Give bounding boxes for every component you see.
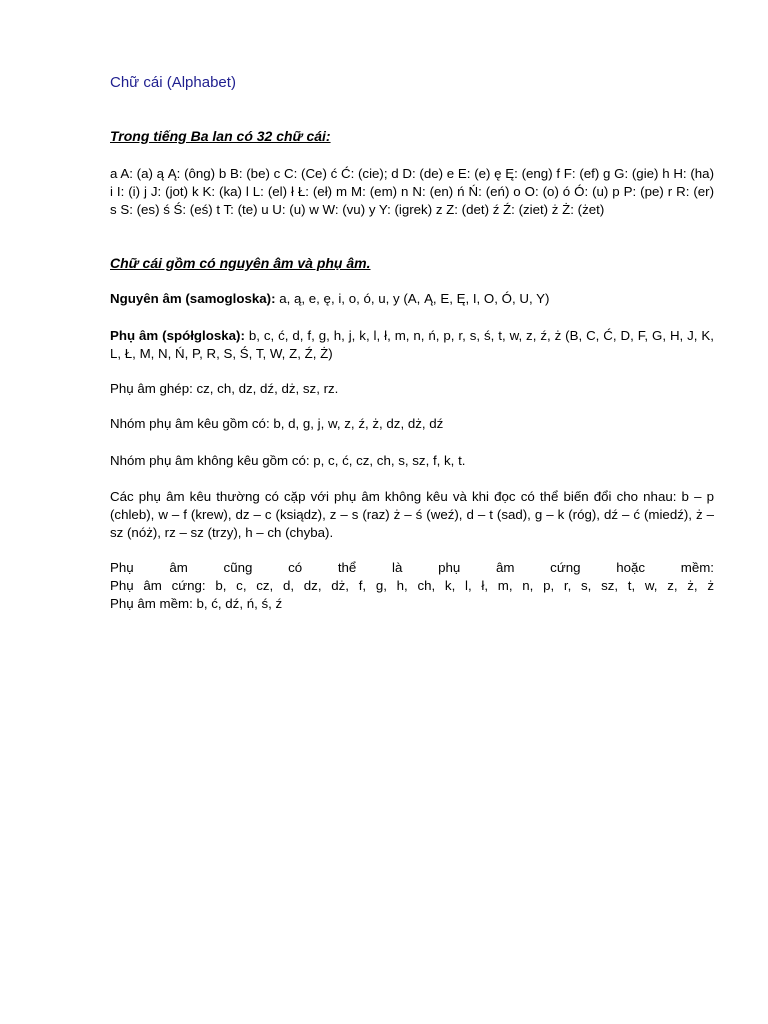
alphabet-paragraph: a A: (a) ą Ą: (ông) b B: (be) c C: (Ce) ć Ć: (cie); d D: (de) e E: (e) ę Ę: (eng) f F: (ef) g G: (gie) h H: (ha) i I: (i) j J: (jot) k K: (ka) l L: (el) ł Ł: (eł) m M: (em) n N: (en) ń Ń: (eń) o O: (o) ó Ó: (u) p P: (pe) r R: (er) s S: (es) ś Ś: (eś) t T: (te) u U: (u) w W: (vu) y Y: (igrek) z Z: (det) ź Ź: (ziet) ż Ż: (żet) bbox=[110, 166, 714, 217]
hard-soft-paragraph bbox=[110, 559, 714, 613]
vowels-label: Nguyên âm (samogloska): bbox=[110, 291, 276, 306]
consonants-text: b, c, ć, d, f, g, h, j, k, l, ł, m, n, ń, p, r, s, ś, t, w, z, ź, ż (B, C, Ć, D, F, G, H, J, K, L, Ł, M, N, Ń, P, R, S, Ś, T, W, Z, Ź, Ż) bbox=[110, 328, 714, 361]
consonant-pairs-paragraph: Các phụ âm kêu thường có cặp với phụ âm không kêu và khi đọc có thể biến đổi cho nhau: b – p (chleb), w – f (krew), dz – c (ksiądz), z – s (raz) ż – ś (weź), d – t (sad), g – k (róg), dź – ć (miedź), ż – sz (nóż), rz – sz (trzy), h – ch (chyba). bbox=[110, 489, 714, 540]
heading-vowels-consonants: Chữ cái gồm có nguyên âm và phụ âm. bbox=[110, 255, 371, 271]
voiceless-consonants-paragraph: Nhóm phụ âm không kêu gồm có: p, c, ć, cz, ch, s, sz, f, k, t. bbox=[110, 453, 466, 468]
vowels-paragraph bbox=[110, 290, 714, 308]
soft-consonants-line: Phụ âm mềm: b, ć, dź, ń, ś, ź bbox=[110, 596, 283, 611]
page-title: Chữ cái (Alphabet) bbox=[110, 74, 236, 91]
voiced-consonants-paragraph: Nhóm phụ âm kêu gồm có: b, d, g, j, w, z, ź, ż, dz, dż, dź bbox=[110, 416, 444, 431]
hard-soft-intro: Phụ âm cũng có thể là phụ âm cứng hoặc mềm: bbox=[110, 560, 714, 575]
hard-consonants-line: Phụ âm cứng: b, c, cz, d, dz, dż, f, g, h, ch, k, l, ł, m, n, p, r, s, sz, t, w, z, ż, ż bbox=[110, 578, 714, 593]
consonants-label: Phụ âm (spółgloska): bbox=[110, 328, 245, 343]
consonants-paragraph bbox=[110, 327, 714, 363]
heading-alphabet-count: Trong tiếng Ba lan có 32 chữ cái: bbox=[110, 128, 331, 144]
vowels-text: a, ą, e, ę, i, o, ó, u, y (A, Ą, E, Ę, I, O, Ó, U, Y) bbox=[275, 291, 550, 306]
digraphs-paragraph: Phụ âm ghép: cz, ch, dz, dź, dż, sz, rz. bbox=[110, 381, 339, 396]
